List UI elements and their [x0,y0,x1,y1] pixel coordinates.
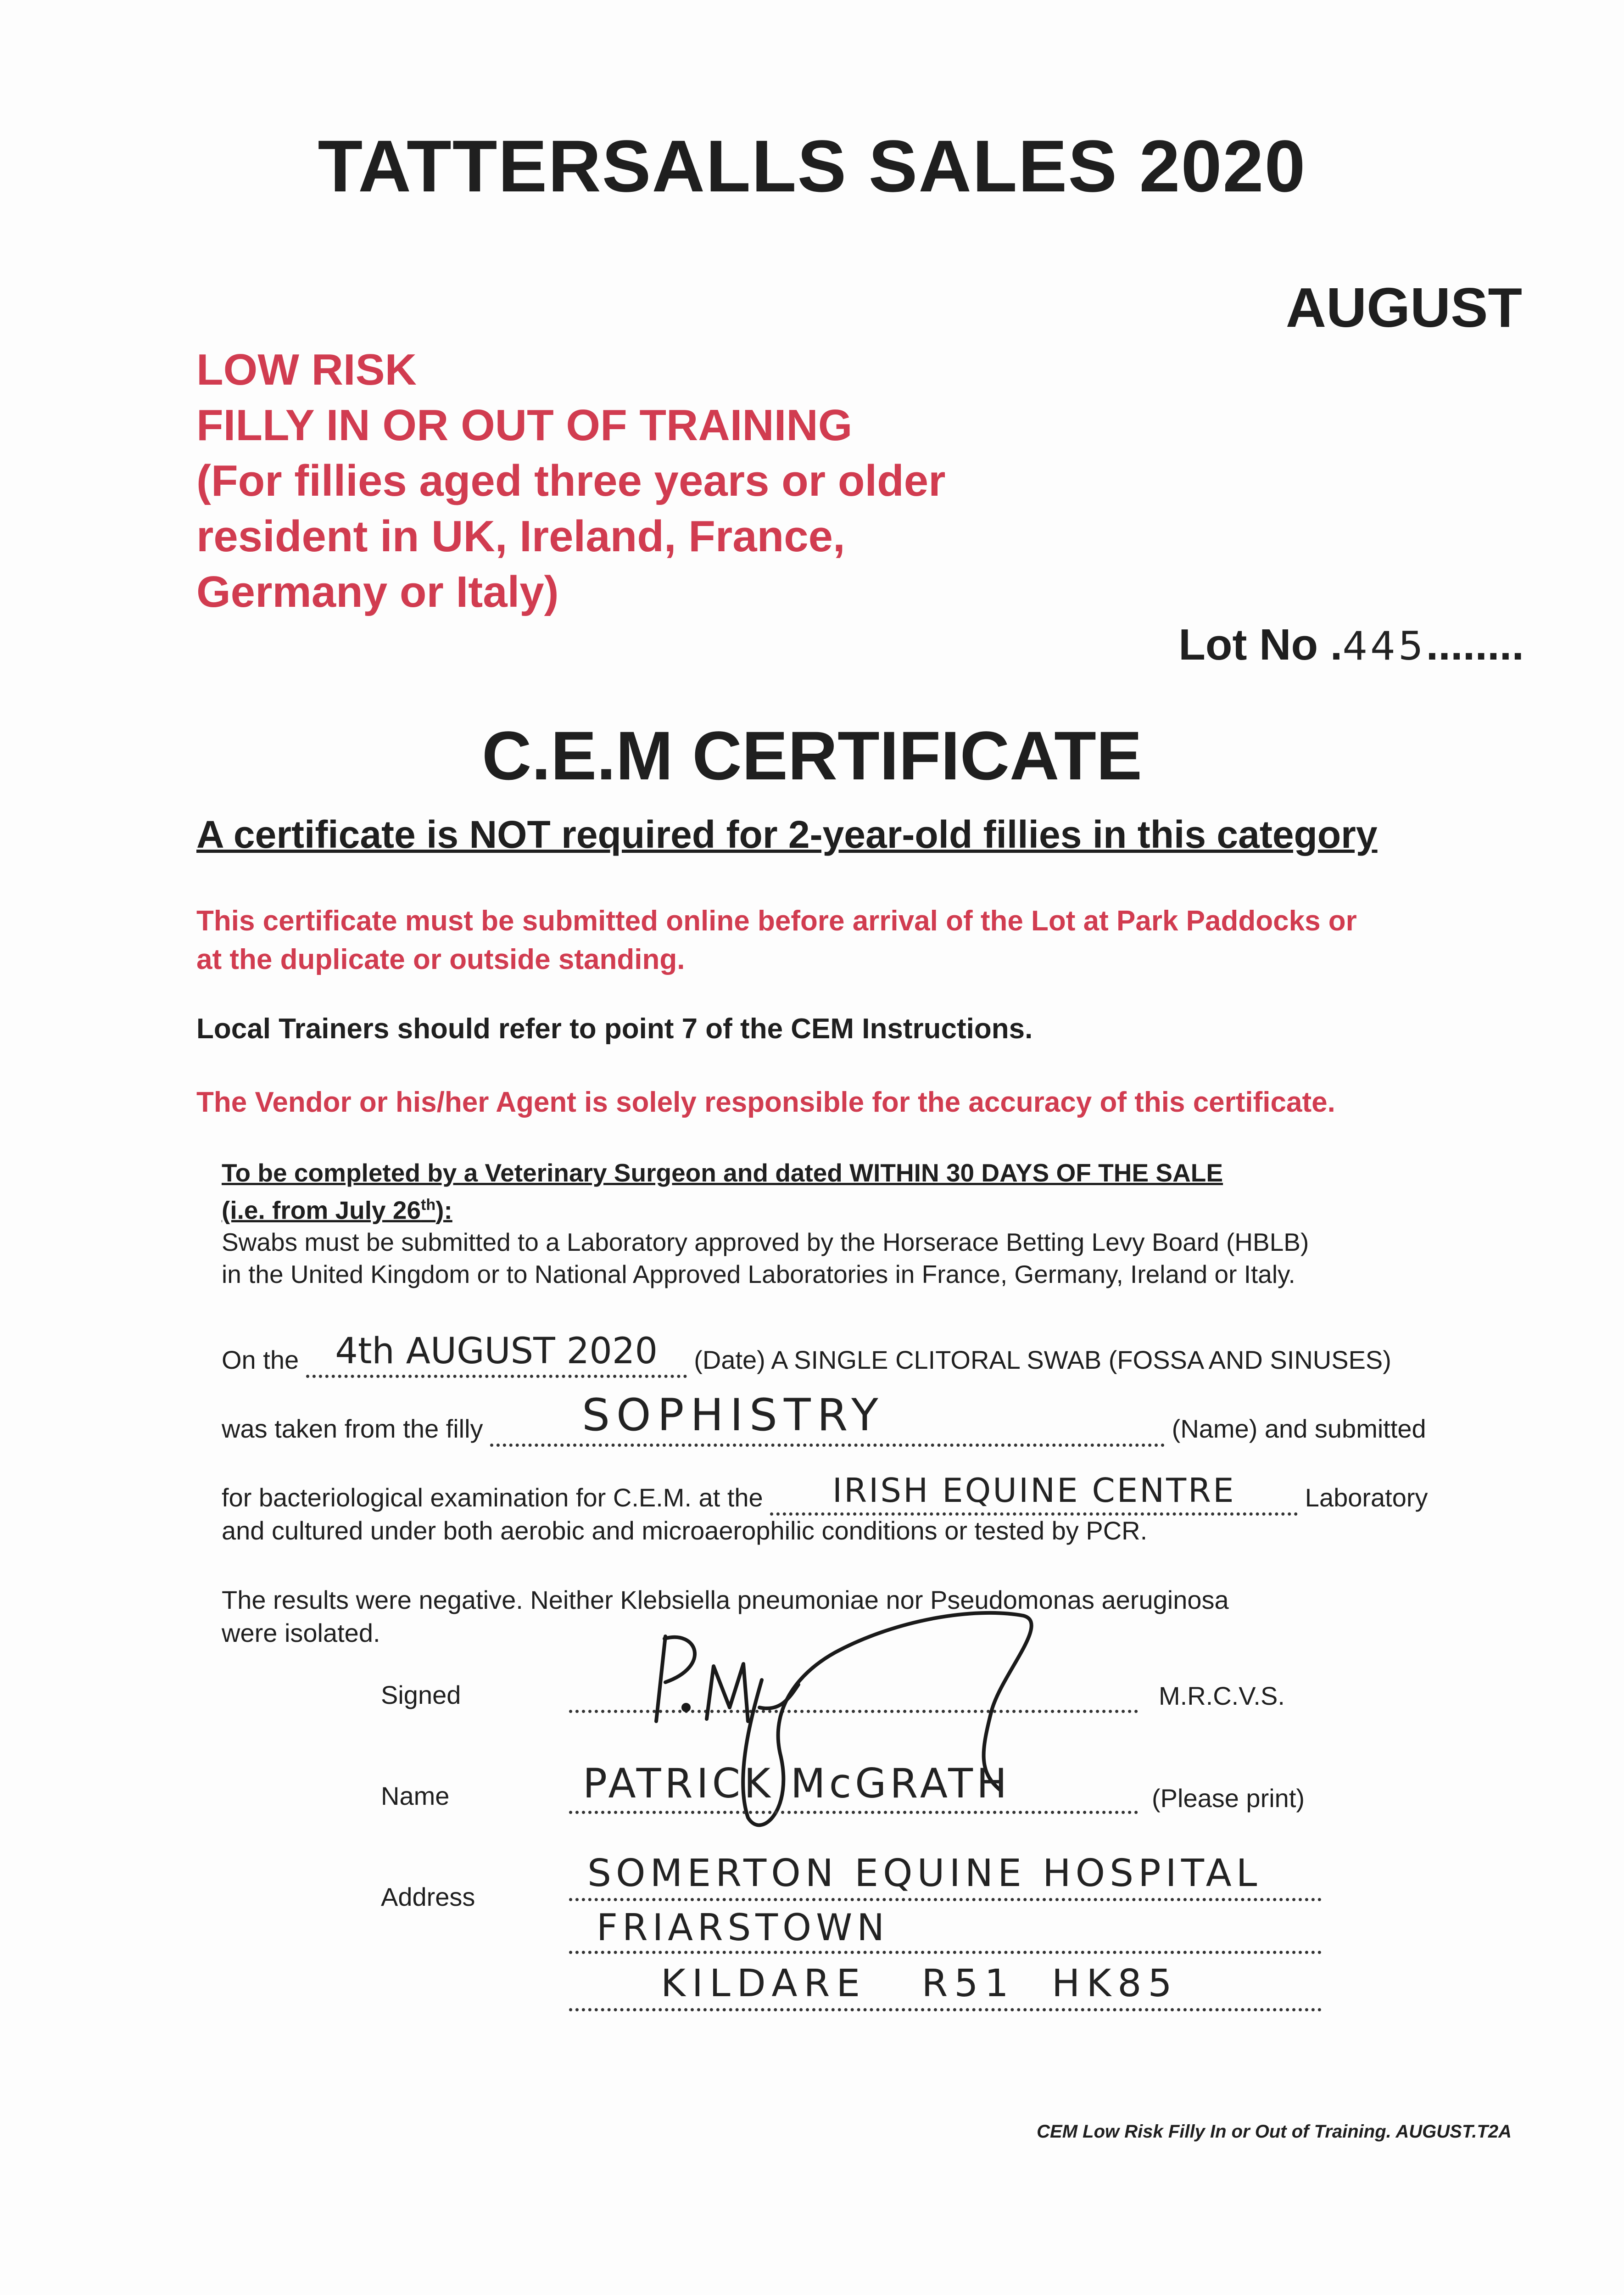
submission-notice-line: This certificate must be submitted online before arrival of the Lot at Park Paddocks or [196,905,1357,937]
laboratory-field[interactable] [770,1471,1298,1516]
lot-trailing-dots: ........ [1426,620,1524,669]
submission-notice-line: at the duplicate or outside standing. [196,944,685,975]
date-field[interactable] [306,1331,687,1378]
date-range-end: ): [435,1196,452,1225]
certificate-heading: C.E.M CERTIFICATE [482,717,1142,794]
on-the-label: On the [222,1345,299,1374]
date-range-text: (i.e. from July 26 [222,1196,421,1225]
address-line-3-field[interactable] [569,1951,1322,2011]
category-line: resident in UK, Ireland, France, [196,512,845,561]
vet-name-value: PATRICK McGRATH [583,1760,1011,1807]
signed-label: Signed [381,1680,461,1709]
address-line-2: FRIARSTOWN [597,1906,889,1949]
address-line-3: KILDARE R51 HK85 [661,1962,1178,2005]
mrcvs-suffix: M.R.C.V.S. [1159,1681,1285,1710]
date-range-suffix: th [421,1196,436,1214]
vet-name-field[interactable] [569,1751,1138,1814]
vendor-responsibility-note: The Vendor or his/her Agent is solely responsible for the accuracy of this certificate. [196,1086,1335,1118]
address-label: Address [381,1882,475,1911]
name-suffix: (Name) and submitted [1172,1414,1426,1443]
swabs-instruction: Swabs must be submitted to a Laboratory approved by the Horserace Betting Levy Board (HBLB) [222,1228,1309,1257]
date-suffix: (Date) A SINGLE CLITORAL SWAB (FOSSA AND SINUSES) [694,1345,1391,1374]
vet-section-heading: To be completed by a Veterinary Surgeon and dated WITHIN 30 DAYS OF THE SALE [222,1159,1223,1187]
taken-from-label: was taken from the filly [222,1414,483,1443]
address-line-2-field[interactable] [569,1898,1322,1954]
lot-number-field [1178,620,1524,670]
cultured-text: and cultured under both aerobic and microaerophilic conditions or tested by PCR. [222,1516,1148,1545]
swabs-instruction: in the United Kingdom or to National Approved Laboratories in France, Germany, Ireland or Italy. [222,1260,1295,1289]
document-title: TATTERSALLS SALES 2020 [318,125,1306,207]
laboratory-row [222,1471,1428,1516]
category-line: Germany or Italy) [196,567,559,616]
category-line: FILLY IN OR OUT OF TRAINING [196,401,853,450]
category-line: LOW RISK [196,345,417,394]
results-line: The results were negative. Neither Klebsiella pneumoniae nor Pseudomonas aeruginosa [222,1585,1229,1614]
submission-notice [196,902,1357,979]
not-required-notice: A certificate is NOT required for 2-year-old fillies in this category [196,813,1378,856]
results-line: were isolated. [222,1618,380,1647]
lab-suffix: Laboratory [1305,1483,1428,1512]
lot-number-value: 445 [1342,623,1426,669]
vet-section-date-range [222,1189,1309,1226]
please-print-hint: (Please print) [1152,1784,1305,1813]
vet-section [222,1157,1309,1290]
lot-label: Lot No . [1178,620,1343,669]
address-line-1: SOMERTON EQUINE HOSPITAL [587,1852,1262,1895]
date-row [222,1331,1391,1378]
sale-month: AUGUST [1285,276,1522,339]
date-value: 4th AUGUST 2020 [335,1331,658,1372]
exam-prefix: for bacteriological examination for C.E.M. at the [222,1483,763,1512]
filly-name-value: SOPHISTRY [582,1389,885,1441]
trainers-note: Local Trainers should refer to point 7 of the CEM Instructions. [196,1013,1033,1045]
name-label: Name [381,1781,450,1810]
filly-row [222,1389,1426,1447]
form-code-footer: CEM Low Risk Filly In or Out of Training. AUGUST.T2A [1037,2121,1512,2142]
filly-name-field[interactable] [490,1389,1165,1447]
address-line-1-field[interactable] [569,1841,1322,1901]
category-block [196,342,946,620]
laboratory-value: IRISH EQUINE CENTRE [832,1471,1236,1510]
category-line: (For fillies aged three years or older [196,456,946,505]
